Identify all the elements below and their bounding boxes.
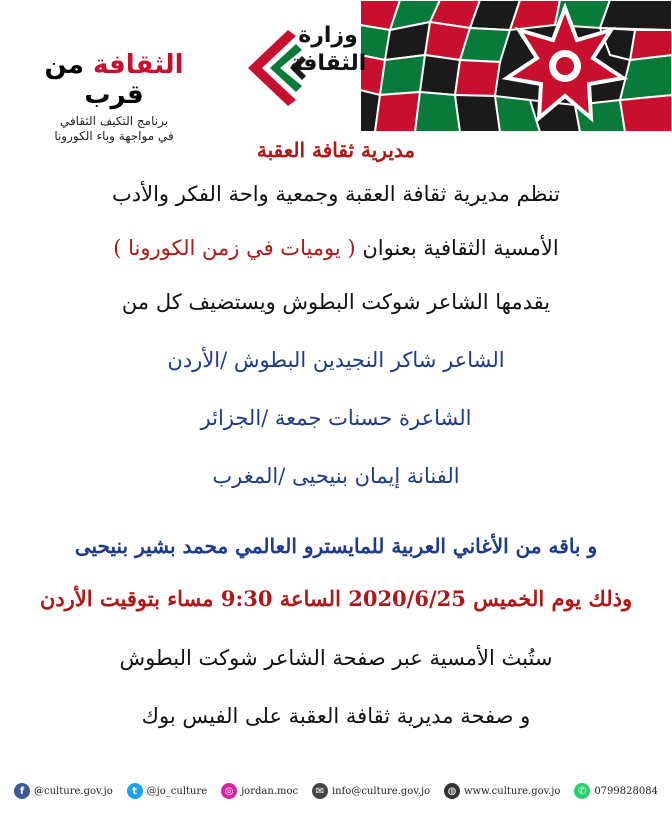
footer-twitter[interactable] bbox=[127, 783, 208, 799]
globe-icon: ◍ bbox=[444, 783, 460, 799]
footer-email[interactable] bbox=[312, 783, 430, 799]
page-title: مديرية ثقافة العقبة bbox=[256, 138, 416, 162]
footer-facebook[interactable] bbox=[14, 783, 113, 799]
whatsapp-icon: ✆ bbox=[574, 783, 590, 799]
program-logo-line2: في مواجهة وباء الكورونا bbox=[54, 129, 174, 143]
guest-2: الشاعرة حسنات جمعة /الجزائر bbox=[200, 406, 472, 430]
host-line: يقدمها الشاعر شوكت البطوش ويستضيف كل من bbox=[121, 290, 551, 314]
guest-1: الشاعر شاكر النجيدين البطوش /الأردن bbox=[167, 348, 505, 372]
footer-phone-text: 0799828084 bbox=[594, 785, 658, 797]
footer-contacts bbox=[0, 776, 672, 806]
footer-email-text: info@culture.gov.jo bbox=[331, 785, 431, 797]
program-logo-title bbox=[14, 50, 214, 110]
ministry-logo-line2: الثقافة bbox=[289, 51, 367, 76]
event-title: ( يوميات في زمن الكورونا ) bbox=[113, 236, 356, 260]
music-line: و باقه من الأغاني العربية للمايسترو العالمي محمد بشير بنيحيى bbox=[74, 534, 598, 558]
instagram-icon: ◎ bbox=[221, 783, 237, 799]
date-time-line: وذلك يوم الخميس 2020/6/25 الساعة 9:30 مساء بتوقيت الأردن bbox=[39, 586, 633, 611]
event-intro: الأمسية الثقافية بعنوان bbox=[362, 236, 559, 260]
header bbox=[0, 0, 672, 143]
program-logo-line1: برنامج التكيف الثقافي bbox=[59, 114, 169, 128]
footer-instagram-text: jordan.moc bbox=[241, 785, 299, 797]
ministry-logo-line1: وزارة bbox=[298, 23, 358, 48]
organizer-line: تنظم مديرية ثقافة العقبة وجمعية واحة الفكر والأدب bbox=[112, 182, 560, 206]
broadcast-line-2: و صفحة مديرية ثقافة العقبة على الفيس بوك bbox=[141, 704, 531, 728]
footer-website-text: www.culture.gov.jo bbox=[463, 785, 561, 797]
footer-website[interactable] bbox=[444, 783, 560, 799]
broadcast-line-1: ستُبث الأمسية عبر صفحة الشاعر شوكت البطوش bbox=[119, 646, 553, 670]
program-logo bbox=[14, 50, 214, 144]
footer-facebook-text: @culture.gov.jo bbox=[34, 785, 113, 797]
footer-instagram[interactable] bbox=[221, 783, 298, 799]
ministry-logo-text bbox=[288, 22, 368, 78]
event-title-line bbox=[0, 236, 672, 260]
email-icon: ✉ bbox=[312, 783, 328, 799]
footer-phone[interactable] bbox=[574, 783, 658, 799]
mosaic-star-banner bbox=[360, 0, 672, 132]
footer-twitter-text: @jo_culture bbox=[146, 785, 208, 797]
guest-3: الفنانة إيمان بنيحيى /المغرب bbox=[212, 464, 460, 488]
program-logo-title-black: من قرب bbox=[44, 50, 144, 110]
program-logo-title-red: الثقافة bbox=[93, 50, 184, 80]
twitter-icon: t bbox=[127, 783, 143, 799]
facebook-icon: f bbox=[14, 783, 30, 799]
